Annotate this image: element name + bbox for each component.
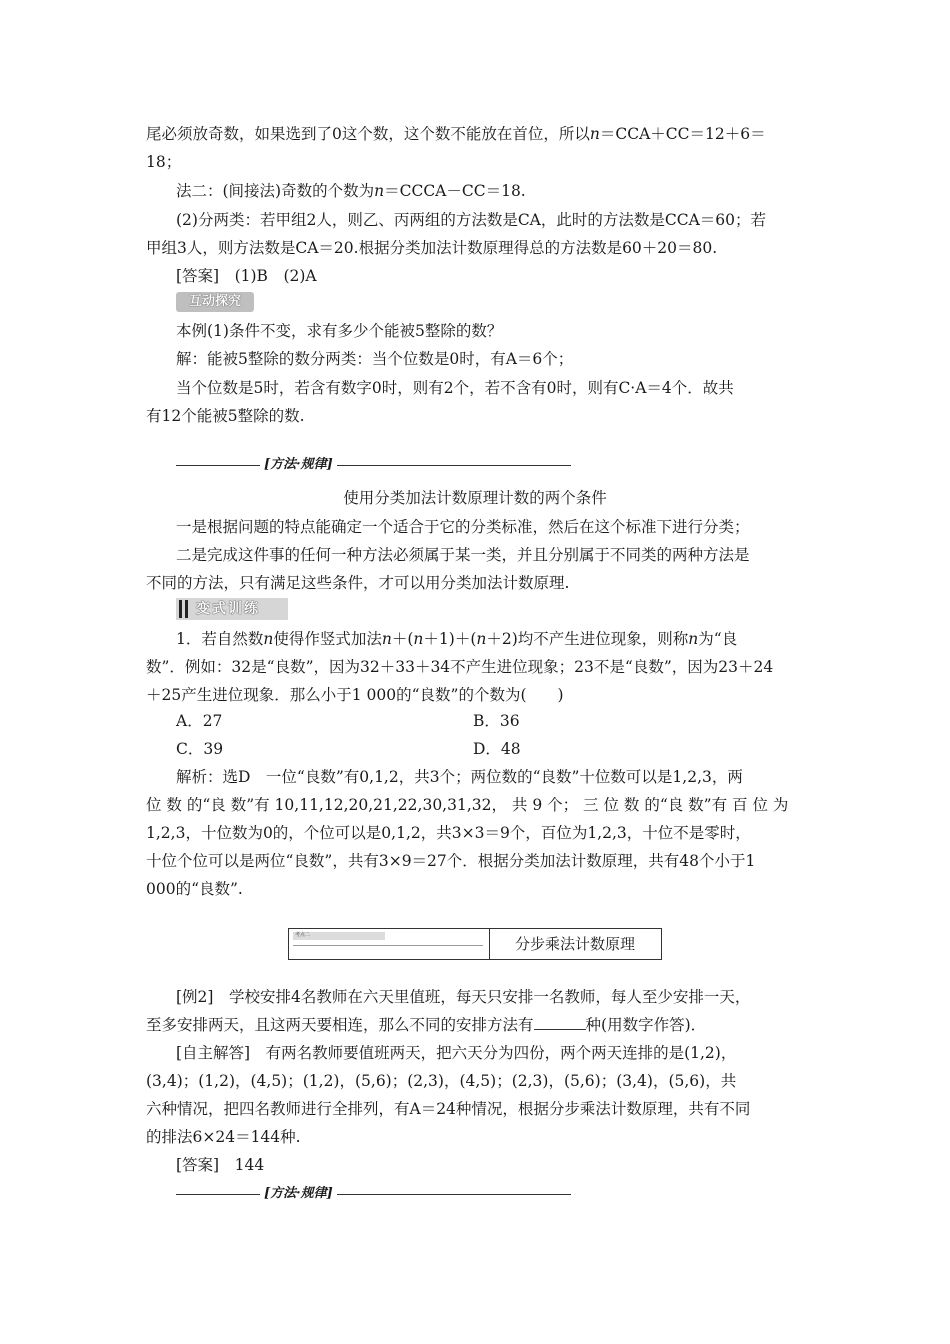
text-line: 有12个能被5整除的数. xyxy=(146,407,305,425)
solution-line: 1,2,3，十位数为0的，个位可以是0,1,2，共3×3＝9个，百位为1,2,3，十位不是零时， xyxy=(146,824,751,842)
method-rule: [方法·规律] xyxy=(176,456,571,474)
text-line: 法二：(间接法)奇数的个数为n＝CCCA－CC＝18. xyxy=(176,182,526,200)
section-heading-title: 分步乘法计数原理 xyxy=(514,935,635,953)
option-a: A．27 xyxy=(176,712,223,730)
double-bar-icon xyxy=(179,600,188,618)
solution-line: 位 数 的“良 数”有 10,11,12,20,21,22,30,31,32， 共 9 个； 三 位 数 的“良 数”有 百 位 为 xyxy=(146,796,789,814)
text-line: 一是根据问题的特点能确定一个适合于它的分类标准，然后在这个标准下进行分类； xyxy=(176,518,750,536)
method-rule: [方法·规律] xyxy=(176,1185,571,1203)
solution-line: 解析：选D 一位“良数”有0,1,2，共3个；两位数的“良数”十位数可以是1,2,3，两 xyxy=(176,768,743,786)
text-line: 18； xyxy=(146,153,182,171)
section-heading-tag: 考点二 xyxy=(289,929,490,959)
option-c: C．39 xyxy=(176,740,224,758)
section-subtitle: 使用分类加法计数原理计数的两个条件 xyxy=(343,489,607,507)
solution-line: 十位个位可以是两位“良数”，共有3×9＝27个．根据分类加法计数原理，共有48个小于1 xyxy=(146,852,756,870)
text-line: (2)分两类：若甲组2人，则乙、丙两组的方法数是CA，此时的方法数是CCA＝60；若 xyxy=(176,211,767,229)
answer-line: (3,4)；(1,2)，(4,5)；(1,2)，(5,6)；(2,3)，(4,5)；(2,3)，(5,6)；(3,4)，(5,6)，共 xyxy=(146,1072,737,1090)
text-line: 解：能被5整除的数分两类：当个位数是0时，有A＝6个； xyxy=(176,350,574,368)
text-line: 当个位数是5时，若含有数字0时，则有2个，若不含有0时，则有C·A＝4个．故共 xyxy=(176,379,734,397)
question-line: 数”．例如：32是“良数”，因为32＋33＋34不产生进位现象；23不是“良数”，因为23＋24 xyxy=(146,658,774,676)
example-line: [例2] 学校安排4名教师在六天里值班，每天只安排一名教师，每人至少安排一天， xyxy=(176,988,751,1006)
option-d: D．48 xyxy=(473,740,521,758)
section-heading-box xyxy=(288,928,662,960)
question-line: ＋25产生进位现象．那么小于1 000的“良数”的个数为( ) xyxy=(146,686,564,704)
answer-line: [自主解答] 有两名教师要值班两天，把六天分为四份，两个两天连排的是(1,2)， xyxy=(176,1044,737,1062)
answer-line: [答案] (1)B (2)A xyxy=(176,267,317,285)
text-line: 本例(1)条件不变，求有多少个能被5整除的数？ xyxy=(176,322,503,340)
variant-badge: 变式训练 xyxy=(176,598,288,620)
answer-line: 的排法6×24＝144种. xyxy=(146,1128,301,1146)
text-line: 甲组3人，则方法数是CA＝20.根据分类加法计数原理得总的方法数是60＋20＝80. xyxy=(146,239,718,257)
answer-blank xyxy=(534,1015,586,1030)
question-line: 1．若自然数n使得作竖式加法n＋(n＋1)＋(n＋2)均不产生进位现象，则称n为“良 xyxy=(176,630,738,648)
text-line: 尾必须放奇数，如果选到了0这个数，这个数不能放在首位，所以n＝CCA＋CC＝12＋6＝ xyxy=(146,125,766,143)
answer-line: [答案] 144 xyxy=(176,1156,265,1174)
solution-line: 000的“良数”. xyxy=(146,880,243,898)
example-line: 至多安排两天，且这两天要相连，那么不同的安排方法有 种(用数字作答)． xyxy=(146,1016,707,1034)
option-b: B．36 xyxy=(473,712,520,730)
interactive-badge: 互动探究 xyxy=(176,292,254,312)
text-line: 不同的方法，只有满足这些条件，才可以用分类加法计数原理. xyxy=(146,574,570,592)
answer-line: 六种情况，把四名教师进行全排列，有A＝24种情况，根据分步乘法计数原理，共有不同 xyxy=(146,1100,751,1118)
text-line: 二是完成这件事的任何一种方法必须属于某一类，并且分别属于不同类的两种方法是 xyxy=(176,546,750,564)
